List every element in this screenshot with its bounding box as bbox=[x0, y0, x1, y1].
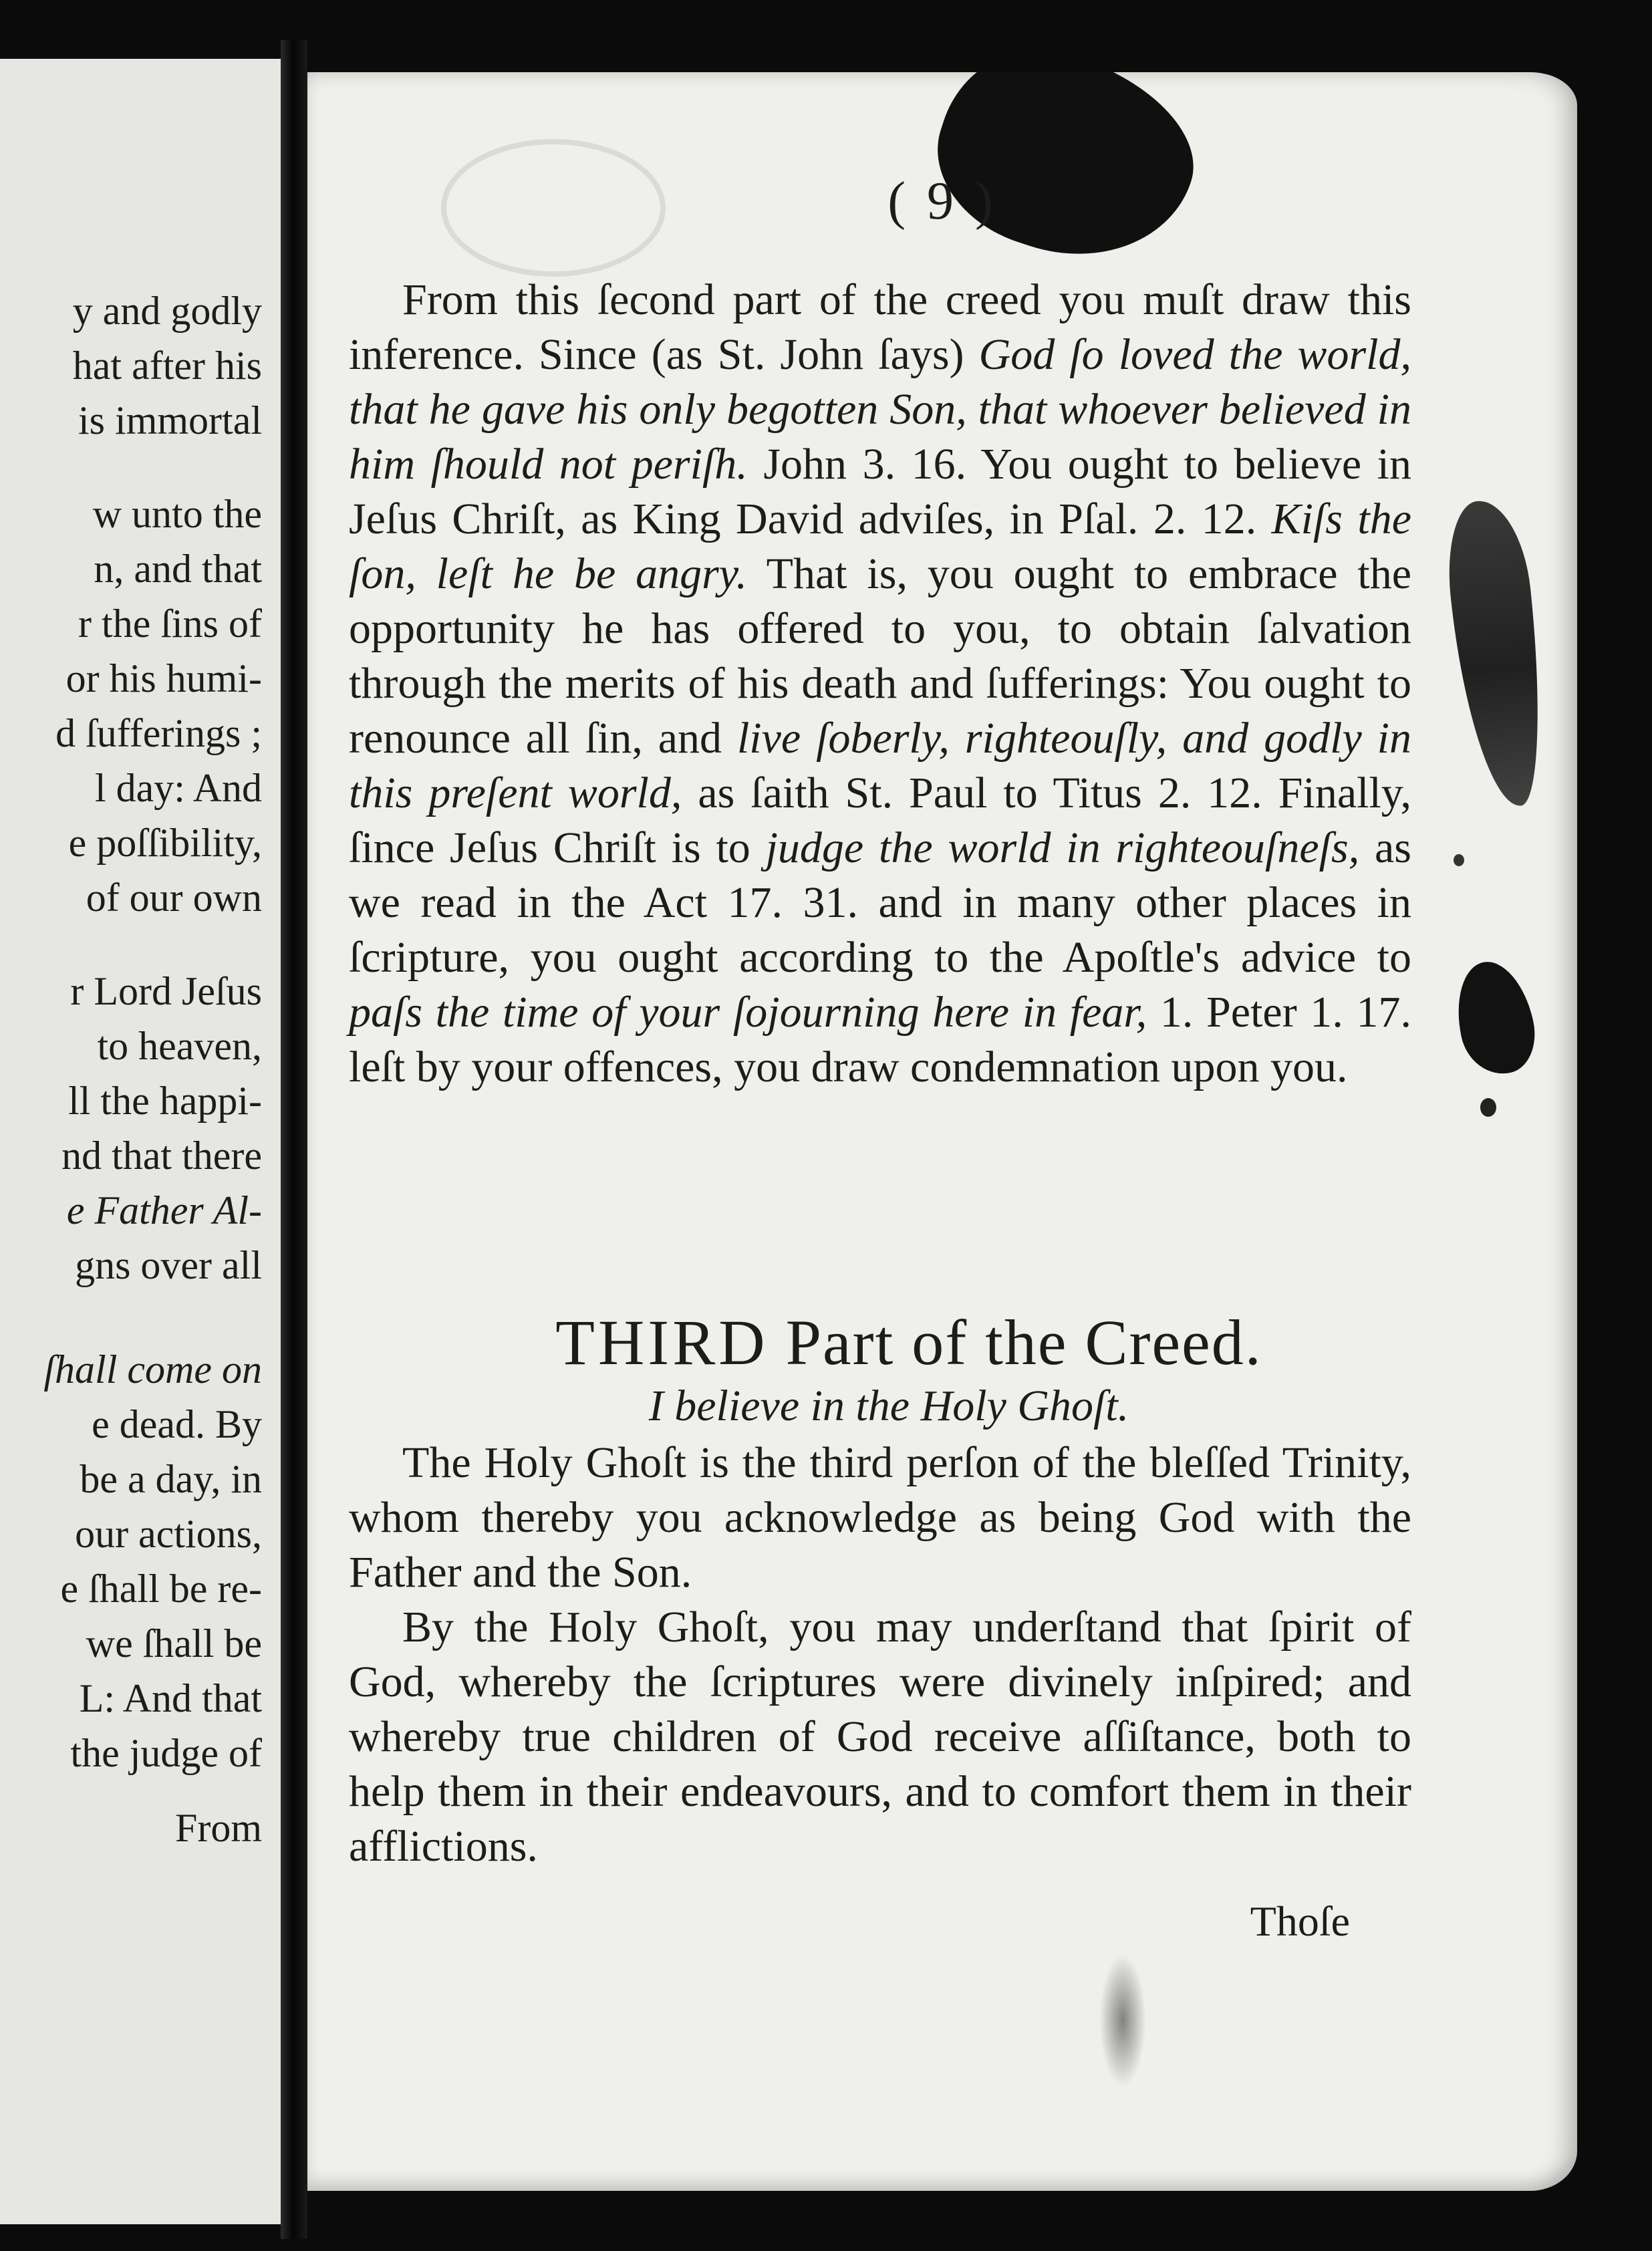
paragraph bbox=[349, 273, 1411, 1095]
paragraph-text: The Holy Ghoſt is the third perſon of the bleſſed Trinity, whom thereby you acknowledge as being God with the Father and the Son. bbox=[349, 1438, 1411, 1597]
ink-stain bbox=[1448, 954, 1543, 1081]
left-line: to heaven, bbox=[97, 1024, 262, 1068]
left-line: nd that there bbox=[61, 1134, 262, 1178]
paragraph-text: as ſaith St. Paul to Titus 2. 12. Finally, ſince Jeſus Chriſt is to bbox=[349, 769, 1412, 872]
left-line: e dead. By bbox=[92, 1402, 262, 1446]
left-line: hat after his bbox=[72, 344, 262, 388]
paragraph-text: From this ſecond part of the creed you muſt draw this inference. Since (as St. John ſays) bbox=[349, 275, 1411, 379]
left-line: e Father Al- bbox=[66, 1188, 262, 1232]
section-subheading: I believe in the Holy Ghoſt. bbox=[648, 1381, 1129, 1430]
left-line: gns over all bbox=[75, 1243, 262, 1287]
right-page bbox=[307, 72, 1577, 2191]
section-heading bbox=[307, 1305, 1510, 1379]
ink-speck bbox=[1454, 854, 1464, 866]
left-line: e poſſibility, bbox=[68, 821, 262, 865]
quotation-italic: live ſoberly, righteouſly, and godly in this preſent world, bbox=[349, 714, 1411, 817]
heading-caps: THIRD bbox=[555, 1307, 769, 1378]
left-line: our actions, bbox=[75, 1512, 262, 1556]
page-number: ( 9 ) bbox=[887, 172, 997, 231]
quotation-italic: judge the world in righteouſneſs, bbox=[765, 823, 1360, 872]
left-line: L: And that bbox=[79, 1676, 262, 1720]
left-line: be a day, in bbox=[80, 1457, 262, 1501]
left-line: ſhall come on bbox=[43, 1347, 262, 1392]
paragraph bbox=[349, 1436, 1411, 1874]
book-gutter bbox=[281, 40, 307, 2239]
left-line: is immortal bbox=[78, 398, 262, 442]
left-line: e ſhall be re- bbox=[60, 1567, 262, 1611]
quotation-italic: God ſo loved the world, that he gave his only begotten Son, that whoever believed in him ſhould not periſh. bbox=[349, 330, 1411, 489]
ink-stain bbox=[1441, 497, 1552, 811]
left-line: or his humi- bbox=[65, 656, 262, 700]
heading-text: Part of the Creed. bbox=[785, 1307, 1262, 1378]
left-line: d ſufferings ; bbox=[55, 711, 262, 755]
left-line: we ſhall be bbox=[86, 1621, 262, 1666]
ink-speck bbox=[1480, 1098, 1496, 1117]
left-line: r Lord Jeſus bbox=[70, 969, 262, 1013]
catchword: Thoſe bbox=[1250, 1897, 1350, 1945]
quotation-italic: paſs the time of your ſojourning here in fear, bbox=[349, 988, 1147, 1037]
paragraph-text: By the Holy Ghoſt, you may underſtand that ſpirit of God, whereby the ſcriptures were divinely inſpired; and whereby true children of God receive aſſiſtance, both to help them in their endeavours, and to comfort them in their afflictions. bbox=[349, 1603, 1411, 1871]
left-page-text bbox=[0, 283, 262, 1855]
left-line: l day: And bbox=[95, 766, 262, 810]
left-catchword: From bbox=[174, 1806, 262, 1850]
left-line: ll the happi- bbox=[68, 1079, 262, 1123]
paragraph-text: 1. Peter 1. 17. leſt by your offences, you draw condemnation upon you. bbox=[349, 988, 1411, 1091]
left-line: the judge of bbox=[70, 1731, 262, 1775]
left-line: of our own bbox=[86, 876, 262, 920]
left-line: r the ſins of bbox=[78, 602, 262, 646]
paper-smudge bbox=[1099, 1954, 1146, 2087]
paragraph-text: John 3. 16. You ought to believe in Jeſus Chriſt, as King David adviſes, in Pſal. 2. 12. bbox=[349, 440, 1411, 543]
paragraph-text: That is, you ought to embrace the opportunity he has offered to you, to obtain ſalvation through the merits of his death and ſufferings: You ought to renounce all ſin, and bbox=[349, 549, 1411, 763]
left-line: y and godly bbox=[72, 289, 262, 333]
left-line: w unto the bbox=[92, 492, 262, 536]
left-page bbox=[0, 59, 281, 2224]
left-line: n, and that bbox=[94, 547, 262, 591]
quotation-italic: Kiſs the ſon, leſt he be angry. bbox=[349, 495, 1411, 598]
paragraph-text: as we read in the Act 17. 31. and in many other places in ſcripture, you ought according to the Apoſtle's advice to bbox=[349, 823, 1411, 982]
